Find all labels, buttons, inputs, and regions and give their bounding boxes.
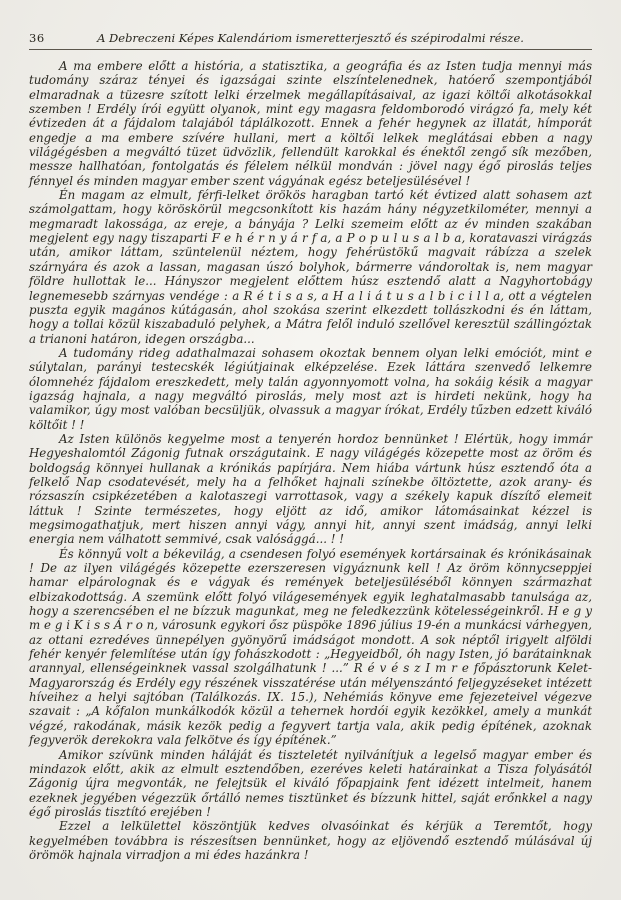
page-number: 36: [29, 31, 45, 45]
paragraph-3: A tudomány rideg adathalmazai sohasem okoztak bennem olyan lelki emóciót, mint e súlytalan, parányi testecskék légiútjainak elképzelése. Ezek láttára szenvedő lelkemre ólomnehéz fájdalom ereszkedett, mely talán agyonnyomott volna, ha sokáig késik a magyar igazság hajnala, a nagy megváltó piroslás, mely most azt is hirdeti nekünk, hogy ha valamikor, úgy most valóban becsüljük, olvassuk a magyar írókat, Erdély tűzben edzett kiváló költőit ! !: [29, 345, 592, 432]
paragraph-7: Ezzel a lelkülettel köszöntjük kedves olvasóinkat és kérjük a Teremtőt, hogy kegyelmében továbbra is részesítsen bennünket, hogy az eljövendő esztendő múlásával új örömök hajnala virradjon a mi édes hazánkra !: [29, 819, 592, 862]
paragraph-4: Az Isten különös kegyelme most a tenyerén hordoz bennünket ! Elértük, hogy immár Hegyeshalomtól Zágonig futnak országutaink. E nagy világégés közepette most az öröm és boldogság könnyei hullanak a krónikás papírjára. Nem hiába vártunk húsz esztendő óta a felkelő Nap csodatevését, mely ha a felhőket hajnali színekbe öltöztette, azok arany- és rózsaszín csipkézetében a kalotaszegi varrottasok, vagy a székely kapuk díszítő elemeit láttuk ! Szinte természetes, hogy eljött az idő, amikor látomásainkat kézzel is megsimogathatjuk, mert hiszen annyi vágy, annyi hit, annyi szent imádság, annyi lelki energia nem válhatott semmivé, csak valósággá... ! !: [29, 431, 592, 547]
page-header: [29, 32, 592, 45]
paragraph-5: És könnyű volt a békevilág, a csendesen folyó események kortársainak és krónikásainak ! De az ilyen világégés közepette ezerszeresen vigyáznunk kell ! Az öröm könnycseppjei hamar elpárolognak és e vágyak és remények beteljesüléséből könnyen származhat elbizakodottság. A szemünk előtt folyó világesemények egyik leghatalmasabb tanulsága az, hogy a szerencsében el ne bízzuk magunkat, meg ne feledkezzünk kötelességeinkről. H e g y m e g i K i s s Á r o n, városunk egykori ősz püspöke 1896 július 19-én a munkácsi várhegyen, az ottani ezredéves ünnepélyen gyönyörű imádságot mondott. A sok néptől irigyelt alföldi fehér kenyér felemlítése után így fohászkodott : „Hegyeidből, óh nagy Isten, jó barátainknak arannyal, ellenségeinknek vassal szolgálhatunk ! ...” R é v é s z I m r e főpásztorunk Kelet-Magyarország és Erdély egy részének visszatérése után mélyenszántó feljegyzéseket intézett híveihez a helyi sajtóban (Találkozás. IX. 15.), Nehémiás könyve eme fejezeteivel végezve szavait : „A kőfalon munkálkodók közül a tehernek hordói egyik kezökkel, amely a munkát végzé, rakodának, másik kezök pedig a fegyvert tartja vala, akik pedig építének, azoknak fegyverök derekokra vala felkötve és így építének.”: [29, 546, 592, 748]
paragraph-1: A ma embere előtt a história, a statisztika, a geográfia és az Isten tudja mennyi más tudomány száraz tényei és igazságai szinte elszíntelenednek, hatóerő szempontjából elmaradnak a tüzesre szított lelki érzelmek megállapításaival, az igazi költői alkotásokkal szemben ! Erdély írói együtt olyanok, mint egy magasra feldomborodó virágzó fa, mely két évtizeden át a fájdalom talajából táplálkozott. Ennek a fehér hegynek az illatát, hímporát engedje a ma embere szívére hullani, mert a költői lelkek meglátásai ebben a nagy világégésben a megváltó tüzet üdvözlik, fellendült karokkal és énektől zengő sík mezőben, messze hallhatóan, fontolgatás és félelem nélkül mondván : jövel nagy égő piroslás teljes fénnyel és minden magyar ember szent vágyának egész beteljesülésével !: [29, 59, 592, 188]
running-title: A Debreczeni Képes Kalendáriom ismeretterjesztő és szépirodalmi része.: [97, 31, 524, 45]
article-body: [29, 59, 592, 862]
paragraph-2: Én magam az elmult, férfi-lelket örökös haragban tartó két évtized alatt sohasem azt számolgattam, hogy köröskörül megcsonkított kis hazám hány négyzetkilométer, mennyi a megmaradt lakossága, az ereje, a bányája ? Lelki szemeim előtt az év minden szakában megjelent egy nagy tiszaparti F e h é r n y á r f a, a P o p u l u s a l b a, koratavaszi virágzás után, amikor láttam, szüntelenül néztem, hogy fehérüstökű magvait rábízza a szelek szárnyára és azok a lassan, magasan úszó bolyhok, bármerre vándoroltak is, nem magyar földre hullottak le... Hányszor megjelent előttem húsz esztendő alatt a Nagyhortobágy legnemesebb szárnyas vendége : a R é t i s a s, a H a l i á t u s a l b i c i l l a, ott a végtelen puszta egyik magános kútágasán, ahol szokása szerint elkezdett tollászkodni és én láttam, hogy a tollai közül kiszabaduló pelyhek, a Mátra felől induló szellővel keresztül szállingóztak a trianoni határon, idegen országba...: [29, 188, 592, 346]
header-rule: [29, 49, 592, 50]
paragraph-6: Amikor szívünk minden háláját és tiszteletét nyilvánítjuk a legelső magyar ember és mindazok előtt, akik az elmult esztendőben, ezeréves keleti határainkat a Tisza folyásától Zágonig újra megvonták, ne felejtsük el kiváló főpapjaink fent idézett intelmeit, hanem ezeknek jegyében végezzük őrtálló nemes tisztünket és bízzunk hittel, saját erőnkkel a nagy égő piroslás tisztító erejében !: [29, 747, 592, 819]
